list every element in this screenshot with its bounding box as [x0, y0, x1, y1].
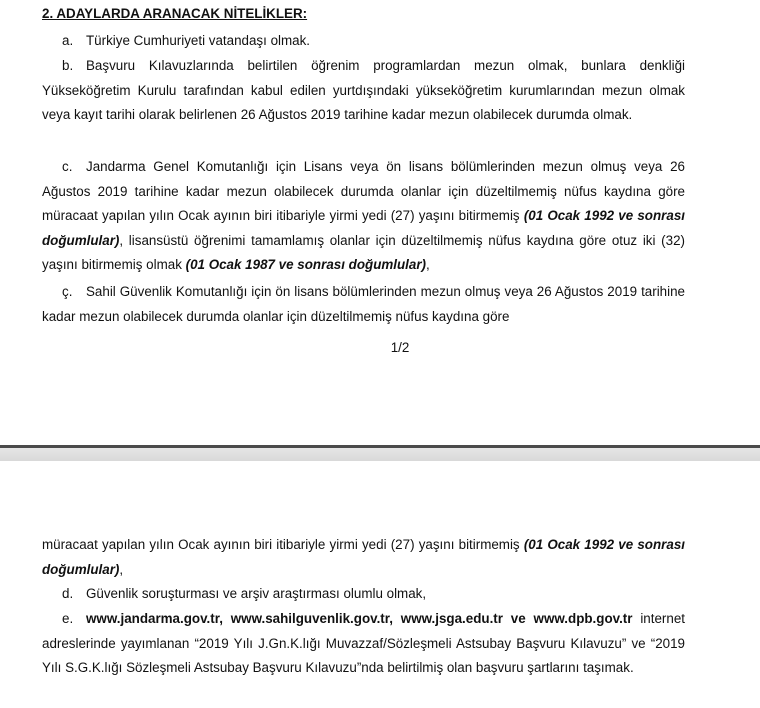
list-item-a: [42, 29, 685, 54]
item-text: Başvuru Kılavuzlarında belirtilen öğrenim programlardan mezun olmak, bunlara denkliği Yükseköğretim Kurulu tarafından kabul edilen yurtdışındaki yükseköğretim kurumlarından mezun olmak veya kayıt tarihi olarak belirlenen 26 Ağustos 2019 tarihine kadar mezun olabilecek durumda olmak.: [42, 58, 685, 122]
birthdate-note: (01 Ocak 1987 ve sonrası doğumlular): [185, 257, 427, 272]
list-item-b: [42, 54, 685, 128]
item-text: , lisansüstü öğrenimi tamamlamış olanlar için düzeltilmemiş nüfus kaydına göre otuz iki (32) yaşını bitirmemiş olmak: [42, 232, 685, 272]
item-text: Jandarma Genel Komutanlığı için Lisans veya ön lisans bölümlerinden mezun olmuş veya 26 Ağustos 2019 tarihine kadar mezun olabilecek durumda olanlar için düzeltilmemiş nüfus kaydına göre müracaat yapılan yılın Ocak ayının biri itibariyle yirmi yedi (27) yaşını bitirmemiş: [42, 159, 685, 223]
item-label: c.: [62, 159, 73, 174]
item-text: ,: [119, 561, 124, 577]
page-separator: [0, 445, 760, 461]
item-label: b.: [62, 58, 74, 73]
item-label: e.: [62, 611, 74, 626]
item-text: Sahil Güvenlik Komutanlığı için ön lisans bölümlerinden mezun olmuş veya 26 Ağustos 2019 tarihine kadar mezun olabilecek durumda olanlar için düzeltilmemiş nüfus kaydına göre: [42, 284, 685, 324]
document-page-2: [0, 461, 760, 708]
item-label: d.: [62, 586, 74, 601]
section-heading: 2. ADAYLARDA ARANACAK NİTELİKLER:: [42, 6, 308, 21]
page-number: 1/2: [390, 340, 410, 355]
birthdate-note: (01 Ocak 1992 ve sonrası doğumlular): [42, 537, 685, 577]
continued-text: [42, 533, 685, 582]
item-label: a.: [62, 33, 74, 48]
item-text: Türkiye Cumhuriyeti vatandaşı olmak.: [86, 33, 311, 48]
item-label: ç.: [62, 284, 73, 299]
item-text: Güvenlik soruşturması ve arşiv araştırması olumlu olmak,: [86, 586, 427, 601]
item-text: müracaat yapılan yılın Ocak ayının biri itibariyle yirmi yedi (27) yaşını bitirmemiş: [42, 537, 520, 552]
item-text: ,: [426, 257, 430, 272]
website-links[interactable]: www.jandarma.gov.tr, www.sahilguvenlik.gov.tr, www.jsga.edu.tr ve www.dpb.gov.tr: [86, 611, 633, 626]
birthdate-note: (01 Ocak 1992 ve sonrası doğumlular): [42, 208, 685, 248]
list-item-e: [42, 607, 685, 681]
list-item-c: [42, 155, 685, 278]
list-item-d: [42, 582, 685, 607]
item-text: internet adreslerinde yayımlanan “2019 Yılı J.Gn.K.lığı Muvazzaf/Sözleşmeli Astsubay Başvuru Kılavuzu” ve “2019 Yılı S.G.K.lığı Sözleşmeli Astsubay Başvuru Kılavuzu”nda belirtilmiş olan başvuru şartlarını taşımak.: [42, 611, 685, 675]
list-item-cc: [42, 280, 685, 329]
